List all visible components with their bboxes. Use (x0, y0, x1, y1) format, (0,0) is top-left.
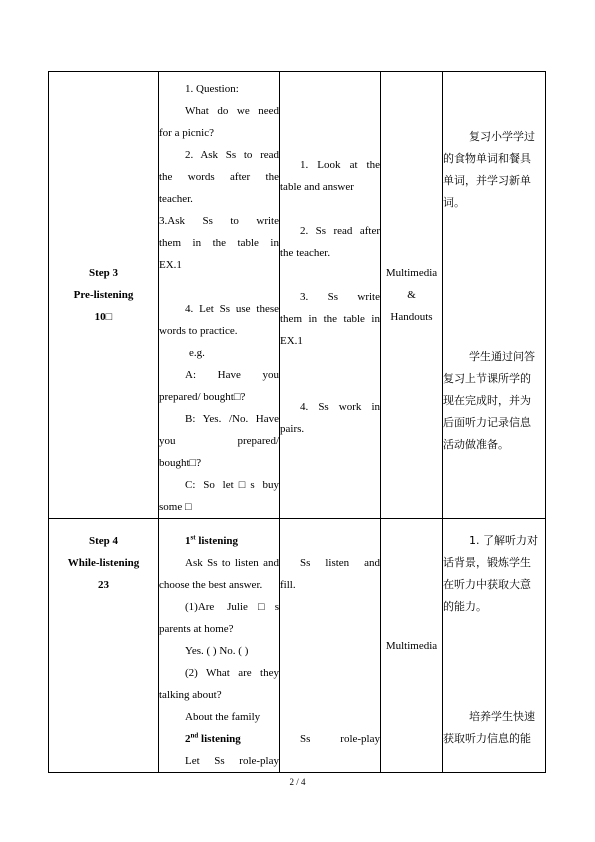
text-line: About the family (185, 711, 261, 723)
text-line: 话背景，锻炼学生 (443, 556, 531, 569)
text-line: 培养学生快速 (469, 710, 535, 723)
text-line: words to practice. (159, 325, 238, 337)
text-line: (2) What are they (185, 667, 279, 679)
text-line: the words after the (159, 171, 279, 183)
text-line: Ss listen and (300, 557, 380, 569)
text-line: 1. 了解听力对 (469, 534, 538, 547)
text-line: parents at home? (159, 623, 234, 635)
text-line: 单词，并学习新单 (443, 174, 531, 187)
text-line: 复习小学学过 (469, 130, 535, 143)
spacer (280, 264, 380, 286)
text-line: EX.1 (280, 335, 303, 347)
text-line: 3. Ss write (300, 291, 380, 303)
text-line: Ss role-play (300, 733, 380, 745)
media-label: Multimedia (385, 267, 438, 279)
stage-cell (49, 72, 159, 519)
text-line: (1)Are Julie□s (185, 601, 279, 613)
teacher-activity-cell (159, 72, 280, 519)
page-number: 2 / 4 (289, 777, 306, 787)
text-line: 4. Let Ss use these (185, 303, 279, 315)
spacer (280, 198, 380, 220)
spacer (159, 276, 279, 298)
stage-cell (49, 519, 159, 773)
text-line: choose the best answer. (159, 579, 263, 591)
text-line: EX.1 (159, 259, 182, 271)
text-line: 现在完成时，并为 (443, 394, 531, 407)
text-line: e.g. (189, 347, 205, 359)
table-row (49, 519, 546, 773)
text-line: talking about? (159, 689, 222, 701)
spacer (280, 352, 380, 374)
text-line: prepared/ bought□? (159, 391, 246, 403)
text-line: 1. Look at the (300, 159, 380, 171)
text-line: 获取听力信息的能 (443, 732, 531, 745)
text-line: pairs. (280, 423, 305, 435)
text-line: you prepared/ (159, 435, 279, 447)
text-line: bought□? (159, 457, 202, 469)
stage-label: Pre-listening (73, 289, 134, 301)
time-label: 10□ (94, 311, 113, 323)
purpose-cell (443, 72, 546, 519)
text-line: 4. Ss work in (300, 401, 380, 413)
text-line: 的能力。 (443, 600, 487, 613)
text-line: 1. Question: (185, 83, 239, 95)
teacher-activity-cell (159, 519, 280, 773)
step-label: Step 3 (88, 267, 119, 279)
text-line: 复习上节课所学的 (443, 372, 531, 385)
student-activity-cell (280, 72, 381, 519)
text-line: for a picnic? (159, 127, 214, 139)
text-line: 词。 (443, 196, 465, 209)
text-line: What do we need (185, 105, 279, 117)
stage-label: While-listening (67, 557, 140, 569)
media-label: & (407, 289, 416, 301)
text-line: fill. (280, 579, 296, 591)
text-line: Yes. ( ) No. ( ) (185, 645, 249, 657)
lesson-plan-table (48, 71, 546, 773)
text-line: 在听力中获取大意 (443, 578, 531, 591)
text-line: 活动做准备。 (443, 438, 509, 451)
step-label: Step 4 (88, 535, 119, 547)
text-line: 3.Ask Ss to write (159, 215, 279, 227)
text-line: teacher. (159, 193, 193, 205)
text-line: some □ (159, 501, 192, 513)
text-line: 的食物单词和餐具 (443, 152, 531, 165)
first-listening-heading: 1st listening (185, 533, 239, 547)
text-line: Let Ss role-play (185, 755, 279, 767)
text-line: B: Yes. /No. Have (185, 413, 279, 425)
spacer (280, 374, 380, 396)
text-line: 2. Ask Ss to read (185, 149, 279, 161)
text-line: table and answer (280, 181, 354, 193)
student-activity-cell (280, 519, 381, 773)
media-cell (381, 72, 443, 519)
text-line: the teacher. (280, 247, 331, 259)
text-line: Ask Ss to listen and (185, 557, 279, 569)
media-label: Multimedia (385, 639, 438, 652)
text-line: them in the table in (159, 237, 279, 249)
media-label: Handouts (390, 311, 433, 323)
text-line: them in the table in (280, 313, 380, 325)
purpose-cell (443, 519, 546, 773)
text-line: 2. Ss read after (300, 225, 380, 237)
media-cell (381, 519, 443, 773)
second-listening-heading: 2nd listening (185, 731, 241, 745)
text-line: 后面听力记录信息 (443, 416, 531, 429)
text-line: A: Have you (185, 369, 279, 381)
time-label: 23 (98, 579, 109, 591)
text-line: 学生通过问答 (469, 350, 535, 363)
text-line: C: So let□s buy (185, 479, 279, 491)
table-row (49, 72, 546, 519)
